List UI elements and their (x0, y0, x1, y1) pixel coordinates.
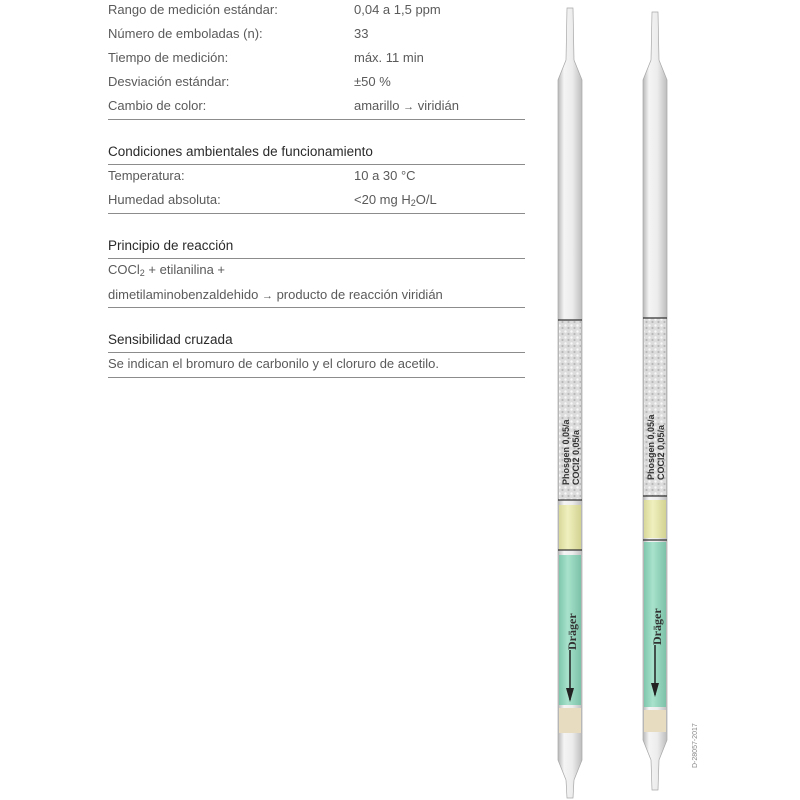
condition-label: Humedad absoluta: (108, 192, 221, 207)
humidity-prefix: <20 mg H (354, 192, 411, 207)
cross-text: Se indican el bromuro de carbonilo y el cloruro de acetilo. (108, 356, 439, 371)
section-heading-cross: Sensibilidad cruzada (108, 332, 233, 347)
tube-label-phosgen: Phosgen 0,05/a (561, 419, 571, 485)
condition-value: 10 a 30 °C (354, 168, 416, 183)
arrow-icon: → (403, 101, 415, 113)
photo-credit: D-28057-2017 (692, 723, 699, 768)
detector-tube-left (558, 8, 582, 798)
divider (108, 258, 525, 259)
divider (108, 307, 525, 308)
tube-brand: Dräger (650, 608, 664, 645)
formula-sub: 2 (139, 268, 145, 278)
divider (108, 352, 525, 353)
tube-brand: Dräger (565, 613, 579, 650)
spec-label: Número de emboladas (n): (108, 26, 263, 41)
spec-value: ±50 % (354, 74, 391, 89)
condition-value (354, 192, 437, 208)
formula-prefix: COCl (108, 262, 140, 277)
spec-label: Cambio de color: (108, 98, 207, 113)
spec-value: 33 (354, 26, 369, 41)
detector-tube-right (643, 12, 667, 790)
divider (108, 119, 525, 120)
tube-label-phosgen: Phosgen 0,05/a (646, 414, 656, 480)
spec-label: Desviación estándar: (108, 74, 230, 89)
section-heading-reaction: Principio de reacción (108, 238, 234, 253)
spec-value (354, 98, 459, 113)
divider (108, 213, 525, 214)
divider (108, 164, 525, 165)
spec-label: Rango de medición estándar: (108, 2, 278, 17)
humidity-sub: 2 (410, 198, 416, 208)
tube-label-cocl: COCl2 0,05/a (571, 429, 581, 485)
arrow-icon: → (261, 290, 273, 302)
humidity-suffix: O/L (415, 192, 437, 207)
condition-label: Temperatura: (108, 168, 185, 183)
spec-label: Tiempo de medición: (108, 50, 229, 65)
spec-sheet (108, 0, 525, 400)
reactant: dimetilaminobenzaldehido (108, 287, 259, 302)
spec-value: máx. 11 min (354, 50, 424, 65)
tube-label-cocl: COCl2 0,05/a (656, 424, 666, 480)
color-to: viridián (417, 98, 459, 113)
section-heading-conditions: Condiciones ambientales de funcionamiento (108, 144, 373, 159)
detector-tubes-image (540, 0, 700, 800)
divider (108, 377, 525, 378)
reaction-line-1 (108, 262, 225, 278)
product: producto de reacción viridián (276, 287, 443, 302)
color-from: amarillo (354, 98, 400, 113)
spec-value: 0,04 a 1,5 ppm (354, 2, 441, 17)
formula-suffix: + etilanilina + (144, 262, 226, 277)
reaction-line-2 (108, 287, 443, 302)
